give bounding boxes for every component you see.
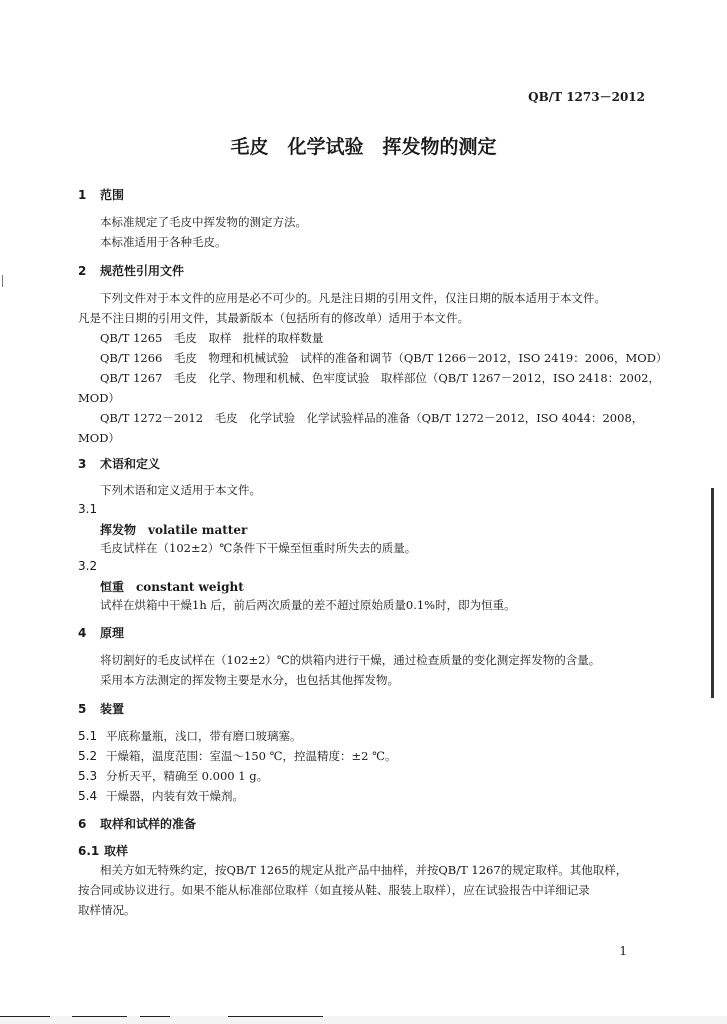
scan-line bbox=[140, 1016, 170, 1017]
section-number: 4 bbox=[78, 626, 87, 640]
apparatus-item bbox=[78, 768, 268, 784]
section-title: 范围 bbox=[100, 188, 125, 202]
scan-edge-mark bbox=[711, 488, 714, 698]
subsection-title: 取样 bbox=[104, 844, 129, 858]
subsection-number: 6.1 bbox=[78, 844, 100, 858]
item-number: 5.4 bbox=[78, 789, 98, 803]
term-constant-weight: 恒重 constant weight bbox=[100, 580, 244, 594]
item-text: 干燥箱，温度范围：室温～150 ℃，控温精度：±2 ℃。 bbox=[106, 749, 397, 763]
section-2-heading bbox=[78, 262, 184, 279]
reference-item: QB/T 1272－2012 毛皮 化学试验 化学试验样品的准备（QB/T 1272－2012，ISO 4044：2008， bbox=[100, 411, 644, 425]
section-title: 规范性引用文件 bbox=[100, 264, 185, 278]
standard-code-header: QB/T 1273－2012 bbox=[528, 90, 645, 104]
apparatus-item bbox=[78, 748, 396, 764]
section-5-heading bbox=[78, 700, 124, 717]
term-volatile-matter: 挥发物 volatile matter bbox=[100, 523, 248, 537]
reference-item: QB/T 1266 毛皮 物理和机械试验 试样的准备和调节（QB/T 1266－2012，ISO 2419：2006，MOD） bbox=[100, 351, 668, 365]
paragraph: 取样情况。 bbox=[78, 903, 136, 917]
item-text: 分析天平，精确至 0.000 1 g。 bbox=[106, 769, 269, 783]
definition-text: 毛皮试样在（102±2）℃条件下干燥至恒重时所失去的质量。 bbox=[100, 541, 417, 555]
section-number: 5 bbox=[78, 702, 87, 716]
paragraph: 将切割好的毛皮试样在（102±2）℃的烘箱内进行干燥，通过检查质量的变化测定挥发物的含量。 bbox=[100, 653, 601, 667]
reference-item: QB/T 1265 毛皮 取样 批样的取样数量 bbox=[100, 331, 324, 345]
paragraph: 相关方如无特殊约定，按QB/T 1265的规定从批产品中抽样，并按QB/T 1267的规定取样。其他取样， bbox=[100, 863, 628, 877]
definition-number: 3.2 bbox=[78, 559, 98, 573]
item-text: 平底称量瓶，浅口，带有磨口玻璃塞。 bbox=[106, 729, 302, 743]
definition-number: 3.1 bbox=[78, 502, 98, 516]
section-title: 取样和试样的准备 bbox=[100, 817, 197, 831]
paragraph: 下列术语和定义适用于本文件。 bbox=[100, 483, 261, 497]
reference-item-continued: MOD） bbox=[78, 391, 120, 405]
apparatus-item bbox=[78, 728, 302, 744]
item-number: 5.3 bbox=[78, 769, 98, 783]
page-bottom-edge bbox=[0, 1016, 727, 1024]
scan-line bbox=[0, 1016, 50, 1017]
section-4-heading bbox=[78, 624, 124, 641]
section-1-heading bbox=[78, 186, 124, 203]
section-title: 原理 bbox=[100, 626, 125, 640]
reference-item-continued: MOD） bbox=[78, 431, 120, 445]
paragraph: 凡是不注日期的引用文件，其最新版本（包括所有的修改单）适用于本文件。 bbox=[78, 311, 469, 325]
section-number: 2 bbox=[78, 264, 87, 278]
scan-line bbox=[228, 1016, 323, 1017]
paragraph: 本标准适用于各种毛皮。 bbox=[100, 235, 227, 249]
scan-line bbox=[72, 1016, 127, 1017]
section-number: 6 bbox=[78, 817, 87, 831]
paragraph: 采用本方法测定的挥发物主要是水分，也包括其他挥发物。 bbox=[100, 673, 399, 687]
paragraph: 按合同或协议进行。如果不能从标准部位取样（如直接从鞋、服装上取样），应在试验报告中详细记录 bbox=[78, 883, 590, 897]
item-number: 5.1 bbox=[78, 729, 98, 743]
section-title: 术语和定义 bbox=[100, 457, 161, 471]
apparatus-item bbox=[78, 788, 244, 804]
item-number: 5.2 bbox=[78, 749, 98, 763]
subsection-6-1-heading bbox=[78, 842, 128, 859]
page-number: 1 bbox=[619, 944, 627, 958]
definition-text: 试样在烘箱中干燥1h 后，前后两次质量的差不超过原始质量0.1%时，即为恒重。 bbox=[100, 598, 516, 612]
section-title: 装置 bbox=[100, 702, 125, 716]
document-title: 毛皮 化学试验 挥发物的测定 bbox=[230, 136, 497, 158]
section-6-heading bbox=[78, 815, 196, 832]
reference-item: QB/T 1267 毛皮 化学、物理和机械、色牢度试验 取样部位（QB/T 1267－2012，ISO 2418：2002， bbox=[100, 371, 660, 385]
paragraph: 本标准规定了毛皮中挥发物的测定方法。 bbox=[100, 215, 307, 229]
section-3-heading bbox=[78, 455, 160, 472]
section-number: 1 bbox=[78, 188, 87, 202]
item-text: 干燥器，内装有效干燥剂。 bbox=[106, 789, 244, 803]
paragraph: 下列文件对于本文件的应用是必不可少的。凡是注日期的引用文件，仅注日期的版本适用于本文件。 bbox=[100, 291, 606, 305]
section-number: 3 bbox=[78, 457, 87, 471]
scan-edge-mark bbox=[2, 275, 3, 287]
